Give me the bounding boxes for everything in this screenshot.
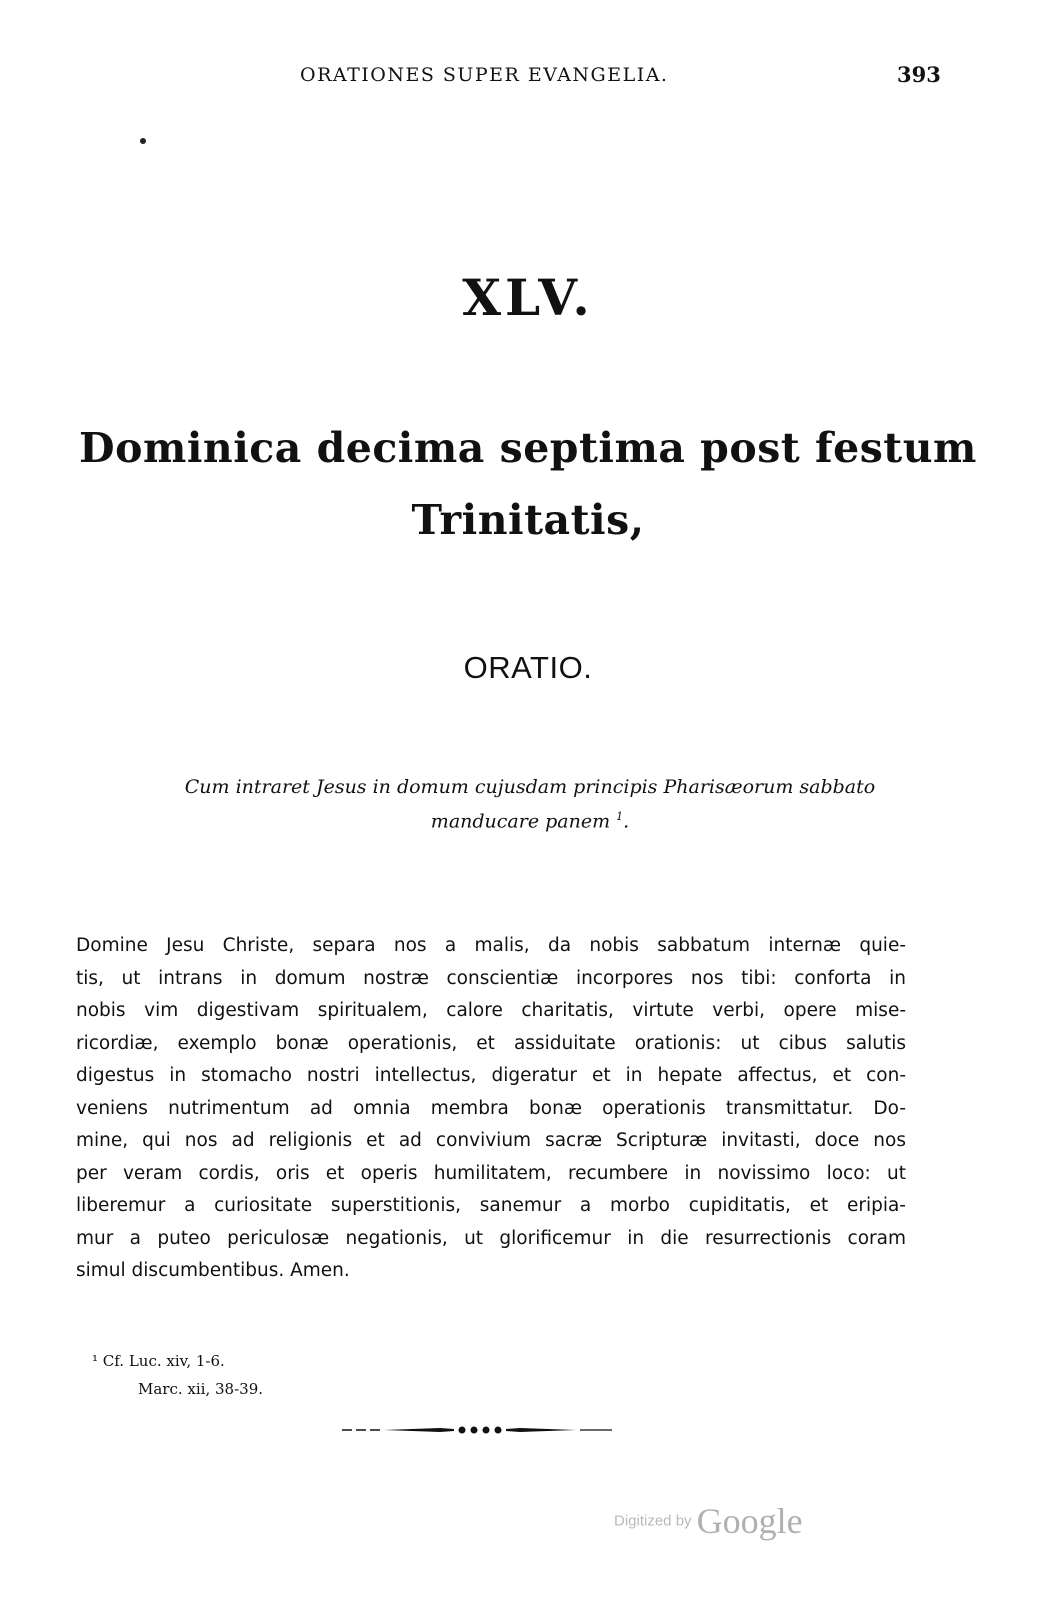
epigraph-period: .: [623, 810, 630, 833]
page-number: 393: [897, 62, 941, 87]
body-line-5: digestus in stomacho nostri intellectus, digeratur et in hepate affectus, et con-: [76, 1065, 906, 1086]
prayer-body: [76, 930, 906, 1288]
running-head: ORATIONES SUPER EVANGELIA.: [300, 64, 669, 86]
body-line-11: simul discumbentibus. Amen.: [76, 1260, 350, 1281]
footnote-2: Marc. xii, 38-39.: [138, 1380, 264, 1398]
ornamental-rule: [340, 1420, 620, 1440]
body-line-4: ricordiæ, exemplo bonæ operationis, et assiduitate orationis: ut cibus salutis: [76, 1032, 906, 1054]
body-line-6: veniens nutrimentum ad omnia membra bonæ operationis transmittatur. Do-: [76, 1097, 906, 1119]
chapter-title-line-2: Trinitatis,: [411, 496, 645, 544]
body-line-2: tis, ut intrans in domum nostræ conscientiæ incorpores nos tibi: conforta in: [76, 967, 906, 989]
footnote-text-1: Cf. Luc. xiv, 1-6.: [102, 1352, 225, 1370]
epigraph-line-2: [110, 810, 950, 832]
body-line-9: liberemur a curiositate superstitionis, sanemur a morbo cupiditatis, et eripia-: [76, 1195, 906, 1216]
ink-speck: [140, 138, 146, 144]
epigraph-line-1: Cum intraret Jesus in domum cujusdam principis Pharisæorum sabbato: [184, 776, 876, 798]
body-line-10: mur a puteo periculosæ negationis, ut glorificemur in die resurrectionis coram: [76, 1227, 906, 1249]
section-heading: ORATIO.: [463, 650, 593, 685]
footnote-1: [92, 1352, 225, 1370]
footnote-mark: ¹: [92, 1352, 99, 1370]
body-line-7: mine, qui nos ad religionis et ad convivium sacræ Scripturæ invitasti, doce nos: [76, 1130, 906, 1151]
watermark-prefix: Digitized by: [614, 1512, 692, 1530]
body-line-1: Domine Jesu Christe, separa nos a malis, da nobis sabbatum internæ quie-: [76, 935, 906, 956]
body-line-3: nobis vim digestivam spiritualem, calore charitatis, virtute verbi, opere mise-: [76, 1000, 906, 1021]
footnote-reference: 1: [616, 810, 624, 823]
digitized-by-google-watermark: [614, 1500, 803, 1542]
chapter-number: XLV.: [462, 268, 594, 327]
body-line-8: per veram cordis, oris et operis humilitatem, recumbere in novissimo loco: ut: [76, 1162, 906, 1184]
google-logo: Google: [696, 1501, 803, 1541]
epigraph-text: manducare panem: [430, 810, 611, 833]
chapter-title-line-1: Dominica decima septima post festum: [79, 424, 977, 472]
